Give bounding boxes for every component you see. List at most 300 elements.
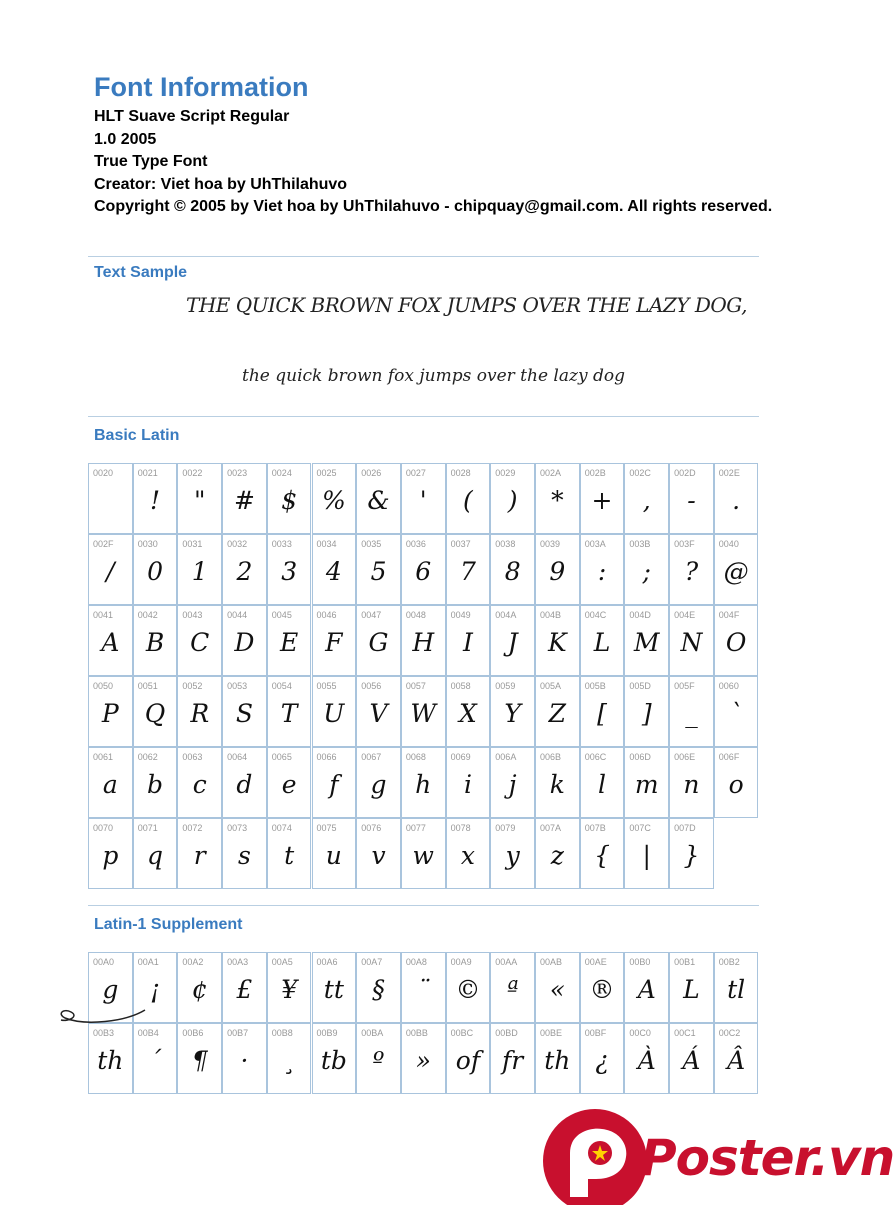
glyph-sample: u	[325, 841, 342, 870]
glyph-cell	[133, 463, 178, 534]
glyph-code: 002A	[540, 468, 562, 478]
glyph-cell	[580, 818, 625, 889]
glyph-code: 005F	[674, 681, 695, 691]
glyph-cell	[490, 818, 535, 889]
glyph-code: 0020	[93, 468, 114, 478]
glyph-sample: tb	[320, 1046, 347, 1075]
glyph-cell	[356, 818, 401, 889]
glyph-code: 00BE	[540, 1028, 563, 1038]
glyph-sample: T	[280, 699, 298, 728]
glyph-code: 0044	[227, 610, 248, 620]
glyph-code: 0021	[137, 468, 158, 478]
glyph-sample: A	[637, 975, 656, 1004]
flourish-swash-icon	[55, 1000, 155, 1030]
glyph-sample: tt	[323, 975, 344, 1004]
glyph-code: 00A1	[137, 957, 159, 967]
glyph-code: 004F	[718, 610, 740, 620]
glyph-sample: ¶	[191, 1046, 208, 1075]
glyph-code: 00A0	[93, 957, 115, 967]
glyph-cell	[401, 605, 446, 676]
glyph-code: 00B1	[674, 957, 696, 967]
glyph-cell	[356, 605, 401, 676]
grid-row	[88, 952, 759, 1023]
glyph-sample: 9	[549, 557, 566, 586]
glyph-code: 0023	[227, 468, 248, 478]
glyph-sample: y	[505, 841, 520, 870]
glyph-sample: »	[415, 1046, 431, 1075]
glyph-cell	[177, 1023, 222, 1094]
glyph-sample: Á	[682, 1046, 701, 1075]
glyph-sample: I	[462, 628, 473, 657]
glyph-cell	[624, 676, 669, 747]
glyph-code: 006B	[540, 752, 562, 762]
glyph-sample: W	[410, 699, 437, 728]
glyph-sample: D	[234, 628, 255, 657]
glyph-code: 00A6	[316, 957, 338, 967]
glyph-cell	[133, 747, 178, 818]
glyph-code: 00BD	[495, 1028, 518, 1038]
font-version: 1.0 2005	[94, 130, 157, 148]
glyph-sample: {	[594, 841, 610, 870]
glyph-sample: $	[281, 486, 298, 515]
glyph-cell	[669, 952, 714, 1023]
grid-row	[88, 1023, 759, 1094]
glyph-code: 00A8	[405, 957, 427, 967]
glyph-code: 0071	[137, 823, 158, 833]
section-title-latin1: Latin-1 Supplement	[94, 916, 243, 933]
glyph-code: 00B7	[227, 1028, 249, 1038]
glyph-cell	[267, 605, 312, 676]
font-copyright: Copyright © 2005 by Viet hoa by UhThilahuvo - chipquay@gmail.com. All rights reserved.	[94, 198, 773, 215]
glyph-cell	[88, 463, 133, 534]
glyph-sample: fr	[502, 1046, 524, 1075]
glyph-cell	[446, 534, 491, 605]
glyph-cell	[714, 1023, 759, 1094]
glyph-code: 00B8	[271, 1028, 293, 1038]
glyph-sample: ®	[589, 975, 615, 1004]
glyph-code: 0043	[182, 610, 203, 620]
glyph-cell	[580, 534, 625, 605]
glyph-cell	[624, 747, 669, 818]
glyph-sample: q	[147, 841, 164, 870]
glyph-sample: ?	[684, 557, 699, 586]
glyph-cell	[133, 605, 178, 676]
glyph-code: 003B	[629, 539, 651, 549]
glyph-code: 0028	[450, 468, 471, 478]
glyph-sample: 1	[191, 557, 208, 586]
glyph-cell	[535, 463, 580, 534]
glyph-code: 002C	[629, 468, 651, 478]
glyph-sample: Y	[504, 699, 521, 728]
glyph-code: 0052	[182, 681, 203, 691]
glyph-cell	[535, 605, 580, 676]
glyph-sample: Â	[727, 1046, 746, 1075]
glyph-sample: ¨	[416, 975, 430, 1004]
glyph-sample: L	[593, 628, 611, 657]
glyph-cell	[490, 676, 535, 747]
glyph-sample: s	[238, 841, 251, 870]
glyph-cell	[267, 463, 312, 534]
glyph-sample: ;	[642, 557, 651, 586]
glyph-sample: M	[633, 628, 660, 657]
glyph-code: 0032	[227, 539, 248, 549]
glyph-code: 0037	[450, 539, 471, 549]
glyph-sample: N	[680, 628, 703, 657]
glyph-code: 0064	[227, 752, 248, 762]
glyph-sample: K	[548, 628, 567, 657]
glyph-sample: &	[367, 486, 390, 515]
glyph-cell	[401, 676, 446, 747]
glyph-code: 00B6	[182, 1028, 204, 1038]
glyph-cell	[714, 534, 759, 605]
glyph-code: 00AA	[495, 957, 518, 967]
glyph-cell	[267, 676, 312, 747]
glyph-code: 00BC	[450, 1028, 474, 1038]
glyph-sample: }	[683, 841, 700, 870]
glyph-sample: |	[642, 841, 651, 870]
divider	[88, 905, 759, 906]
glyph-cell	[535, 1023, 580, 1094]
glyph-cell	[312, 818, 357, 889]
glyph-sample: £	[236, 975, 253, 1004]
glyph-cell	[222, 463, 267, 534]
glyph-code: 0039	[540, 539, 561, 549]
glyph-sample: f	[329, 770, 339, 799]
glyph-code: 0022	[182, 468, 203, 478]
glyph-code: 0059	[495, 681, 516, 691]
glyph-sample: j	[508, 770, 517, 799]
glyph-sample: S	[235, 699, 253, 728]
glyph-cell	[669, 676, 714, 747]
glyph-sample: #	[233, 486, 255, 515]
glyph-sample: c	[192, 770, 207, 799]
glyph-cell	[356, 952, 401, 1023]
glyph-cell	[624, 605, 669, 676]
glyph-code: 0033	[271, 539, 292, 549]
glyph-sample: U	[323, 699, 345, 728]
glyph-code: 00B9	[316, 1028, 338, 1038]
glyph-cell	[446, 676, 491, 747]
glyph-code: 003F	[674, 539, 695, 549]
glyph-cell	[669, 463, 714, 534]
glyph-code: 0058	[450, 681, 471, 691]
glyph-cell	[88, 676, 133, 747]
glyph-code: 0051	[137, 681, 158, 691]
glyph-cell	[177, 534, 222, 605]
glyph-sample: %	[321, 486, 346, 515]
glyph-code: 0024	[271, 468, 292, 478]
glyph-cell	[580, 1023, 625, 1094]
glyph-cell	[133, 818, 178, 889]
glyph-cell	[624, 534, 669, 605]
glyph-sample: a	[102, 770, 118, 799]
glyph-cell	[401, 534, 446, 605]
glyph-code: 006C	[584, 752, 607, 762]
page-title: Font Information	[94, 72, 309, 102]
glyph-code: 00BA	[361, 1028, 384, 1038]
glyph-code: 0026	[361, 468, 382, 478]
glyph-cell	[401, 463, 446, 534]
glyph-code: 0066	[316, 752, 337, 762]
glyph-cell	[356, 676, 401, 747]
glyph-cell	[88, 818, 133, 889]
glyph-cell	[222, 534, 267, 605]
glyph-sample: 2	[236, 557, 253, 586]
glyph-code: 007A	[540, 823, 562, 833]
glyph-cell	[669, 534, 714, 605]
glyph-sample: 3	[281, 557, 298, 586]
glyph-code: 0048	[405, 610, 426, 620]
glyph-sample: )	[507, 486, 518, 515]
glyph-sample: n	[683, 770, 700, 799]
glyph-cell	[580, 463, 625, 534]
font-creator: Creator: Viet hoa by UhThilahuvo	[94, 175, 348, 193]
glyph-cell	[535, 747, 580, 818]
glyph-code: 00C2	[718, 1028, 741, 1038]
glyph-sample: 6	[415, 557, 432, 586]
glyph-sample: C	[190, 628, 210, 657]
glyph-code: 00C0	[629, 1028, 651, 1038]
glyph-code: 0054	[271, 681, 292, 691]
section-title-text-sample: Text Sample	[94, 264, 188, 281]
glyph-sample: "	[193, 486, 206, 515]
glyph-sample: ©	[455, 975, 481, 1004]
glyph-code: 00B2	[718, 957, 740, 967]
glyph-code: 0063	[182, 752, 203, 762]
glyph-cell	[312, 463, 357, 534]
glyph-cell	[401, 1023, 446, 1094]
glyph-cell	[222, 747, 267, 818]
glyph-cell	[401, 952, 446, 1023]
glyph-sample: !	[150, 486, 161, 515]
glyph-cell	[177, 747, 222, 818]
glyph-code: 004A	[495, 610, 517, 620]
glyph-cell	[669, 605, 714, 676]
grid-row	[88, 463, 759, 534]
glyph-code: 00A5	[271, 957, 293, 967]
glyph-cell	[490, 463, 535, 534]
glyph-code: 0070	[93, 823, 114, 833]
glyph-cell	[446, 463, 491, 534]
glyph-cell	[535, 676, 580, 747]
glyph-cell	[177, 605, 222, 676]
glyph-code: 00A3	[227, 957, 249, 967]
glyph-code: 005B	[584, 681, 606, 691]
divider	[88, 256, 759, 257]
glyph-cell	[535, 534, 580, 605]
glyph-sample: g	[102, 975, 119, 1004]
glyph-code: 004C	[584, 610, 607, 620]
glyph-cell	[580, 952, 625, 1023]
grid-row	[88, 818, 714, 889]
glyph-sample: Z	[548, 699, 567, 728]
glyph-code: 007B	[584, 823, 606, 833]
glyph-sample: th	[544, 1046, 571, 1075]
glyph-sample: d	[236, 770, 253, 799]
glyph-sample: h	[415, 770, 432, 799]
glyph-code: 0074	[271, 823, 292, 833]
sample-uppercase: THE QUICK BROWN FOX JUMPS OVER THE LAZY DOG,	[186, 293, 747, 317]
glyph-sample: g	[370, 770, 387, 799]
glyph-sample: «	[549, 975, 565, 1004]
glyph-sample: /	[106, 557, 115, 586]
glyph-code: 0045	[271, 610, 292, 620]
glyph-code: 0061	[93, 752, 114, 762]
glyph-code: 0078	[450, 823, 471, 833]
glyph-sample: R	[190, 699, 210, 728]
glyph-sample: 8	[504, 557, 521, 586]
glyph-cell	[267, 1023, 312, 1094]
glyph-cell	[669, 818, 714, 889]
glyph-code: 00B4	[137, 1028, 159, 1038]
glyph-code: 0072	[182, 823, 203, 833]
glyph-sample: o	[728, 770, 744, 799]
glyph-code: 005A	[540, 681, 562, 691]
glyph-code: 00C1	[674, 1028, 696, 1038]
glyph-code: 006E	[674, 752, 696, 762]
glyph-cell	[490, 605, 535, 676]
glyph-code: 0053	[227, 681, 248, 691]
glyph-code: 006F	[718, 752, 740, 762]
glyph-sample: l	[598, 770, 607, 799]
glyph-sample: 0	[147, 557, 163, 586]
glyph-code: 0073	[227, 823, 248, 833]
poster-logo-text: Poster.vn	[640, 1129, 894, 1187]
glyph-cell	[267, 952, 312, 1023]
glyph-sample: b	[147, 770, 164, 799]
glyph-cell	[133, 1023, 178, 1094]
glyph-cell	[222, 818, 267, 889]
grid-row	[88, 747, 759, 818]
glyph-sample: 7	[459, 557, 476, 586]
glyph-code: 0056	[361, 681, 382, 691]
glyph-code: 0077	[405, 823, 426, 833]
glyph-cell	[267, 747, 312, 818]
glyph-cell	[714, 747, 759, 818]
glyph-code: 007C	[629, 823, 651, 833]
glyph-cell	[222, 605, 267, 676]
glyph-sample: *	[551, 486, 564, 515]
grid-row	[88, 605, 759, 676]
glyph-sample: m	[634, 770, 659, 799]
glyph-sample: H	[412, 628, 435, 657]
glyph-cell	[535, 818, 580, 889]
glyph-cell	[580, 747, 625, 818]
glyph-cell	[88, 605, 133, 676]
glyph-sample: Q	[144, 699, 166, 728]
glyph-code: 004E	[674, 610, 696, 620]
glyph-code: 00BB	[405, 1028, 428, 1038]
glyph-cell	[222, 1023, 267, 1094]
glyph-code: 00AE	[584, 957, 607, 967]
glyph-cell	[624, 818, 669, 889]
glyph-sample: À	[637, 1046, 656, 1075]
glyph-cell	[177, 952, 222, 1023]
glyph-sample: E	[280, 628, 299, 657]
glyph-sample: v	[371, 841, 386, 870]
glyph-code: 0042	[137, 610, 158, 620]
glyph-cell	[356, 747, 401, 818]
glyph-code: 00A9	[450, 957, 472, 967]
glyph-cell	[222, 676, 267, 747]
glyph-sample: t	[284, 841, 295, 870]
glyph-code: 00A2	[182, 957, 204, 967]
glyph-cell	[88, 1023, 133, 1094]
glyph-code: 0076	[361, 823, 382, 833]
glyph-cell	[624, 1023, 669, 1094]
glyph-code: 00AB	[540, 957, 563, 967]
glyph-code: 0047	[361, 610, 382, 620]
glyph-sample: A	[101, 628, 120, 657]
glyph-code: 0060	[718, 681, 739, 691]
glyph-sample: V	[369, 699, 388, 728]
glyph-cell	[401, 818, 446, 889]
glyph-sample: ´	[148, 1046, 162, 1075]
glyph-code: 006A	[495, 752, 517, 762]
glyph-sample: tl	[727, 975, 746, 1004]
glyph-sample: ¸	[282, 1046, 296, 1075]
glyph-code: 00B3	[93, 1028, 115, 1038]
glyph-cell	[490, 1023, 535, 1094]
glyph-cell	[356, 534, 401, 605]
glyph-cell	[669, 747, 714, 818]
glyph-cell	[133, 676, 178, 747]
glyph-sample: +	[591, 486, 613, 515]
glyph-code: 0057	[405, 681, 426, 691]
glyph-cell	[446, 1023, 491, 1094]
glyph-cell	[446, 818, 491, 889]
glyph-code: 004B	[540, 610, 562, 620]
glyph-cell	[490, 534, 535, 605]
glyph-code: 0055	[316, 681, 337, 691]
glyph-code: 0041	[93, 610, 114, 620]
glyph-cell	[535, 952, 580, 1023]
glyph-cell	[312, 747, 357, 818]
glyph-sample: of	[455, 1046, 481, 1075]
glyph-code: 0038	[495, 539, 516, 549]
glyph-sample: ,	[642, 486, 651, 515]
glyph-sample: _	[685, 699, 698, 728]
glyph-cell	[669, 1023, 714, 1094]
glyph-code: 0030	[137, 539, 158, 549]
sample-lowercase: the quick brown fox jumps over the lazy dog	[242, 366, 625, 386]
glyph-code: 006D	[629, 752, 651, 762]
glyph-sample: ·	[240, 1046, 249, 1075]
glyph-sample: O	[725, 628, 747, 657]
glyph-sample: p	[102, 841, 119, 870]
glyph-code: 00BF	[584, 1028, 607, 1038]
glyph-code: 00B0	[629, 957, 651, 967]
glyph-sample: e	[281, 770, 297, 799]
glyph-sample: `	[729, 699, 743, 728]
font-name: HLT Suave Script Regular	[94, 108, 290, 125]
glyph-code: 0035	[361, 539, 382, 549]
glyph-sample: X	[459, 699, 477, 728]
glyph-cell	[714, 676, 759, 747]
section-title-basic-latin: Basic Latin	[94, 427, 180, 444]
glyph-code: 0050	[93, 681, 114, 691]
glyph-code: 007D	[674, 823, 696, 833]
glyph-sample: §	[372, 975, 385, 1004]
glyph-sample: ¿	[595, 1046, 609, 1075]
glyph-code: 0040	[718, 539, 739, 549]
glyph-code: 0079	[495, 823, 516, 833]
glyph-sample: i	[463, 770, 472, 799]
glyph-code: 0075	[316, 823, 337, 833]
glyph-cell	[312, 952, 357, 1023]
glyph-code: 0036	[405, 539, 426, 549]
glyph-sample: ¢	[191, 975, 208, 1004]
